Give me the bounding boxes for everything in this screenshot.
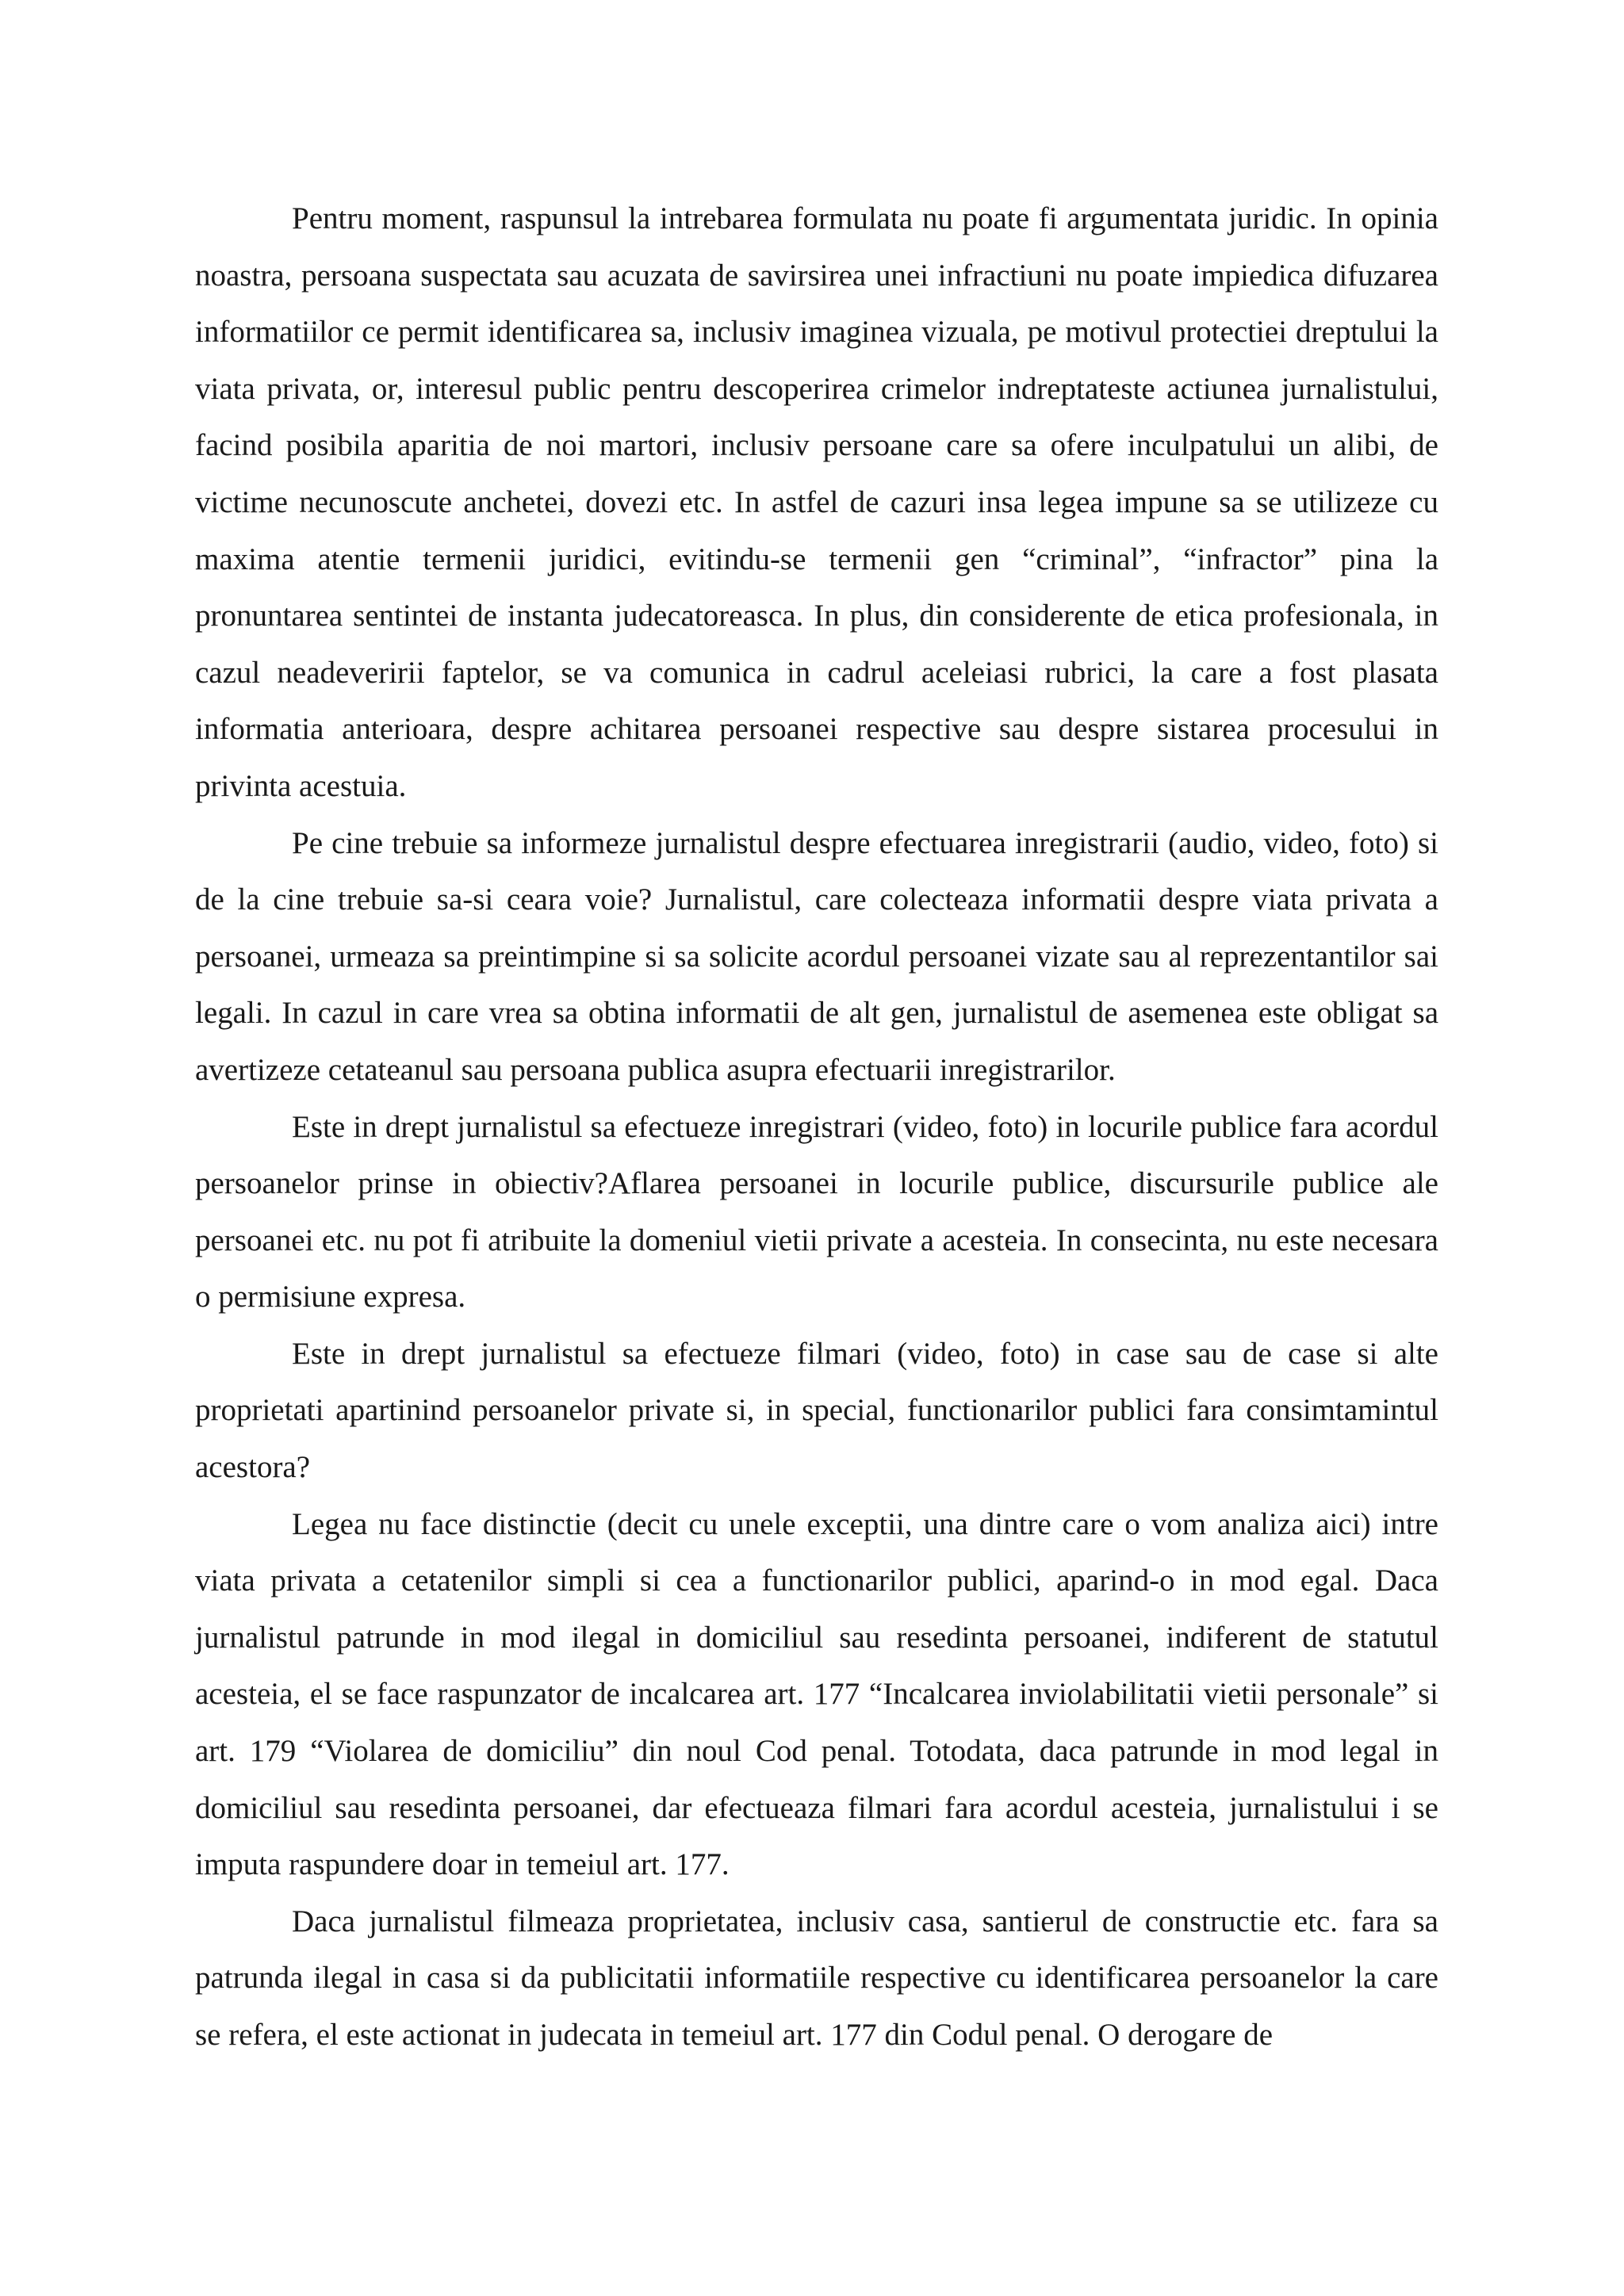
document-body: [195, 190, 1438, 2064]
paragraph-5: Legea nu face distinctie (decit cu unele exceptii, una dintre care o vom analiza aici) intre viata privata a cetatenilor simpli si cea a functionarilor publici, aparind-o in mod egal. Daca jurnalistul patrunde in mod ilegal in domiciliul sau resedinta persoanei, indiferent de statutul acesteia, el se face raspunzator de incalcarea art. 177 “Incalcarea inviolabilitatii vietii personale” si art. 179 “Violarea de domiciliu” din noul Cod penal. Totodata, daca patrunde in mod legal in domiciliul sau resedinta persoanei, dar efectueaza filmari fara acordul acesteia, jurnalistului i se imputa raspundere doar in temeiul art. 177.: [195, 1506, 1438, 1882]
paragraph-6: Daca jurnalistul filmeaza proprietatea, inclusiv casa, santierul de constructie etc. fara sa patrunda ilegal in casa si da publicitatii informatiile respective cu identificarea persoanelor la care se refera, el este actionat in judecata in temeiul art. 177 din Codul penal. O derogare de: [195, 1904, 1438, 2052]
paragraph-4: Este in drept jurnalistul sa efectueze filmari (video, foto) in case sau de case si alte proprietati apartinind persoanelor private si, in special, functionarilor publici fara consimtamintul acestora?: [195, 1336, 1438, 1485]
paragraph-2: Pe cine trebuie sa informeze jurnalistul despre efectuarea inregistrarii (audio, video, foto) si de la cine trebuie sa-si ceara voie? Jurnalistul, care colecteaza informatii despre viata privata a persoanei, urmeaza sa preintimpine si sa solicite acordul persoanei vizate sau al reprezentantilor sai legali. In cazul in care vrea sa obtina informatii de alt gen, jurnalistul de asemenea este obligat sa avertizeze cetateanul sau persoana publica asupra efectuarii inregistrarilor.: [195, 825, 1438, 1087]
paragraph-1: Pentru moment, raspunsul la intrebarea formulata nu poate fi argumentata juridic. In opinia noastra, persoana suspectata sau acuzata de savirsirea unei infractiuni nu poate impiedica difuzarea informatiilor ce permit identificarea sa, inclusiv imaginea vizuala, pe motivul protectiei dreptului la viata privata, or, interesul public pentru descoperirea crimelor indreptateste actiunea jurnalistului, facind posibila aparitia de noi martori, inclusiv persoane care sa ofere inculpatului un alibi, de victime necunoscute anchetei, dovezi etc. In astfel de cazuri insa legea impune sa se utilizeze cu maxima atentie termenii juridici, evitindu-se termenii gen “criminal”, “infractor” pina la pronuntarea sentintei de instanta judecatoreasca. In plus, din considerente de etica profesionala, in cazul neadeveririi faptelor, se va comunica in cadrul aceleiasi rubrici, la care a fost plasata informatia anterioara, despre achitarea persoanei respective sau despre sistarea procesului in privinta acestuia.: [195, 201, 1438, 803]
paragraph-3: Este in drept jurnalistul sa efectueze inregistrari (video, foto) in locurile publice fara acordul persoanelor prinse in obiectiv?Aflarea persoanei in locurile publice, discursurile publice ale persoanei etc. nu pot fi atribuite la domeniul vietii private a acesteia. In consecinta, nu este necesara o permisiune expresa.: [195, 1109, 1438, 1314]
